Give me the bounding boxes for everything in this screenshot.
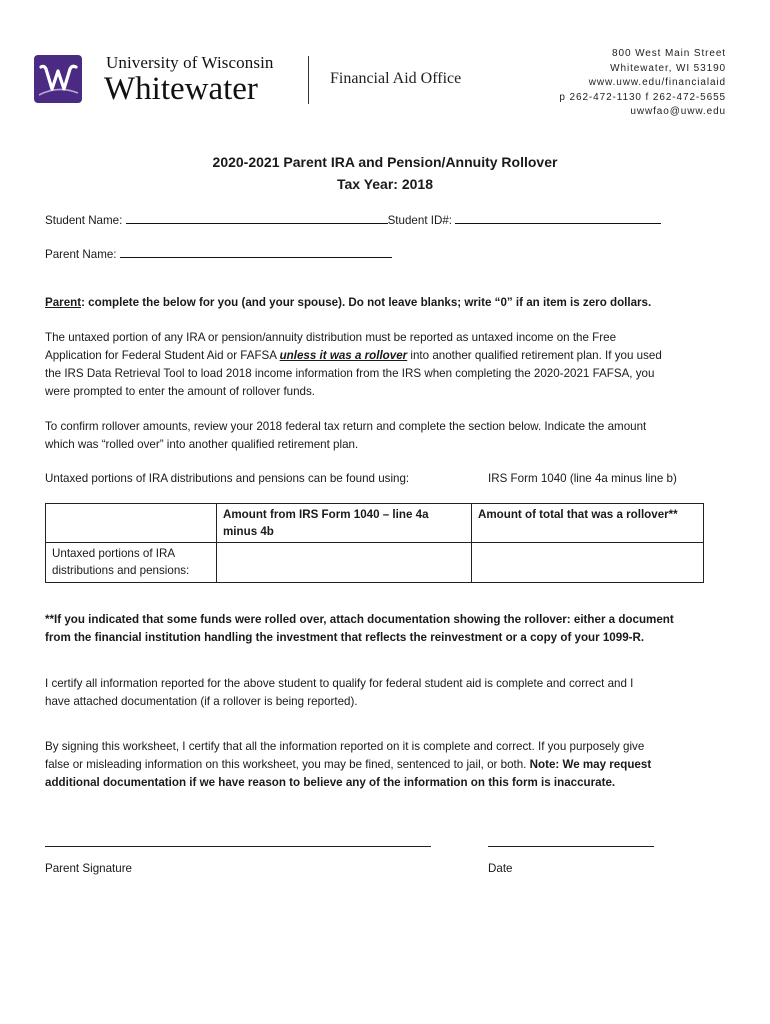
parent-row bbox=[45, 246, 392, 264]
rollover-note-line2: from the financial institution handling the investment that reflects the reinvestment or a copy of your 1099-R. bbox=[45, 631, 645, 644]
para2-line1: To confirm rollover amounts, review your 2018 federal tax return and complete the section below. Indicate the amount bbox=[45, 420, 647, 433]
parent-keyword: Parent bbox=[45, 296, 82, 309]
row-label-cell bbox=[46, 543, 217, 583]
sign-line1: By signing this worksheet, I certify that all the information reported on it is complete and correct. If you purposely give bbox=[45, 740, 645, 753]
rollover-emphasis: unless it was a rollover bbox=[279, 349, 408, 362]
form-1040-header-line2: minus 4b bbox=[223, 525, 274, 538]
address-city: Whitewater, WI 53190 bbox=[610, 62, 726, 74]
address-street: 800 West Main Street bbox=[612, 48, 726, 59]
note-request-text: Note: We may request bbox=[529, 758, 652, 771]
university-campus: Whitewater bbox=[104, 71, 258, 107]
student-id-field[interactable] bbox=[455, 213, 661, 224]
date-field[interactable] bbox=[488, 846, 654, 847]
header-divider bbox=[308, 56, 309, 104]
form-1040-amount-input[interactable] bbox=[217, 543, 472, 583]
office-address bbox=[559, 47, 726, 120]
parent-instruction bbox=[45, 294, 651, 312]
para1-line1: The untaxed portion of any IRA or pension/annuity distribution must be reported as untaxed income on the Free bbox=[45, 331, 617, 344]
form-tax-year: Tax Year: 2018 bbox=[336, 176, 433, 192]
parent-name-label: Parent Name: bbox=[45, 248, 117, 261]
certify-line1: I certify all information reported for the above student to qualify for federal student aid is complete and correct and I bbox=[45, 677, 634, 690]
student-id-label: Student ID#: bbox=[387, 214, 453, 227]
student-name-field[interactable] bbox=[126, 213, 388, 224]
rollover-amount-header: Amount of total that was a rollover** bbox=[472, 504, 704, 543]
para1-line4: were prompted to enter the amount of rollover funds. bbox=[45, 385, 316, 398]
para2-line2: which was “rolled over” into another qualified retirement plan. bbox=[45, 438, 359, 451]
form-1040-amount-header bbox=[217, 504, 472, 543]
student-name-label: Student Name: bbox=[45, 214, 123, 227]
certify-line2: have attached documentation (if a rollover is being reported). bbox=[45, 695, 358, 708]
address-email: uwwfao@uww.edu bbox=[630, 106, 726, 117]
form-1040-header-line1: Amount from IRS Form 1040 – line 4a bbox=[223, 508, 429, 521]
found-using-text: Untaxed portions of IRA distributions and pensions can be found using: bbox=[45, 472, 410, 485]
sign-line2-text: false or misleading information on this worksheet, you may be fined, sentenced to jail, or both. bbox=[45, 758, 530, 771]
address-website: www.uww.edu/financialaid bbox=[588, 77, 726, 88]
para1-line2-b: into another qualified retirement plan. If you used bbox=[407, 349, 662, 362]
row-label-line2: distributions and pensions: bbox=[52, 564, 190, 577]
student-row bbox=[45, 212, 661, 230]
parent-instruction-text: : complete the below for you (and your spouse). Do not leave blanks; write “0” if an item is zero dollars. bbox=[81, 296, 652, 309]
table-header-row bbox=[46, 504, 704, 543]
irs-form-reference: IRS Form 1040 (line 4a minus line b) bbox=[488, 472, 677, 485]
date-label: Date bbox=[488, 862, 513, 875]
parent-name-field[interactable] bbox=[120, 247, 392, 258]
rollover-amount-input[interactable] bbox=[472, 543, 704, 583]
address-phone: p 262-472-1130 f 262-472-5655 bbox=[559, 91, 726, 103]
sign-line3: additional documentation if we have reason to believe any of the information on this form is inaccurate. bbox=[45, 776, 616, 789]
parent-signature-label: Parent Signature bbox=[45, 862, 133, 875]
rollover-note-line1: **If you indicated that some funds were rolled over, attach documentation showing the rollover: either a document bbox=[45, 613, 674, 626]
para1-line2-a: Application for Federal Student Aid or FAFSA bbox=[45, 349, 280, 362]
para1-line2 bbox=[45, 347, 662, 365]
table-corner-cell bbox=[46, 504, 217, 543]
table-row bbox=[46, 543, 704, 583]
para1-line3: the IRS Data Retrieval Tool to load 2018 income information from the IRS when completing the 2020-2021 FAFSA, you bbox=[45, 367, 655, 380]
uww-logo-icon bbox=[34, 55, 82, 103]
sign-line2 bbox=[45, 756, 651, 774]
form-title: 2020-2021 Parent IRA and Pension/Annuity Rollover bbox=[212, 154, 558, 170]
row-label-line1: Untaxed portions of IRA bbox=[52, 547, 176, 560]
university-name: University of Wisconsin bbox=[106, 53, 274, 72]
parent-signature-field[interactable] bbox=[45, 846, 431, 847]
rollover-table bbox=[45, 503, 704, 583]
office-name: Financial Aid Office bbox=[330, 70, 462, 87]
